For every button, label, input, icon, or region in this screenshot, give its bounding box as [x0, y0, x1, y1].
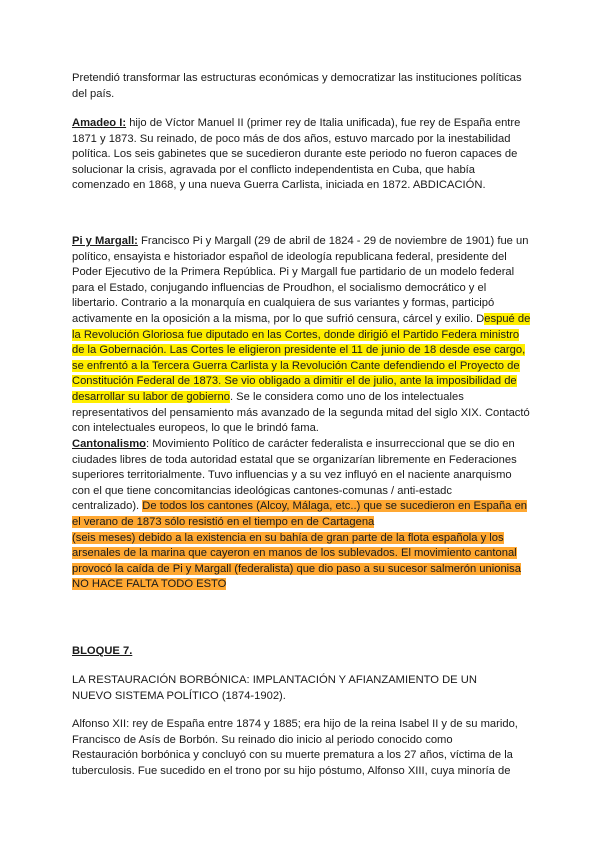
highlight-orange: (seis meses) debido a la existencia en su bahía de gran parte de la flota española y los	[72, 531, 504, 544]
text-line	[72, 577, 532, 593]
text-line: política. Los seis gabinetes que se sucedieron durante este periodo no fueron capaces de	[72, 148, 518, 161]
text-line: político, ensayista e historiador español de ideología republicana federal, presidente del	[72, 250, 507, 263]
text-line: 1871 y 1873. Su reinado, de poco más de dos años, estuvo marcado por la inestabilidad	[72, 132, 511, 145]
bloque-heading	[72, 644, 532, 660]
text-line: con el que tiene concomitancias ideológicas cantones-comunas / anti-estadc	[72, 484, 452, 497]
highlight-yellow: espué de	[484, 312, 531, 325]
text-line: solucionar la crisis, agravada por el conflicto independentista en Cuba, que había	[72, 163, 476, 176]
cantonalismo-paragraph	[72, 437, 532, 593]
text-line	[72, 437, 532, 453]
highlight-orange: De todos los cantones (Alcoy, Málaga, etc..) que se sucedieron en España en	[142, 500, 528, 513]
highlight-yellow: desarrollar su labor de gobierno	[72, 390, 230, 403]
highlight-orange: el verano de 1873 sólo resistió en el tiempo en de Cartagena	[72, 515, 375, 528]
amadeo-paragraph	[72, 116, 532, 194]
highlight-yellow: Constitución Federal de 1873. Se vio obligado a dimitir el de julio, ante la imposibilidad de	[72, 375, 517, 388]
text-line	[72, 515, 532, 531]
text-span: centralizado).	[72, 500, 143, 513]
text-line: NUEVO SISTEMA POLÍTICO (1874-1902).	[72, 689, 286, 702]
term-cantonalismo: Cantonalismo	[72, 438, 146, 450]
pi-margall-paragraph	[72, 234, 532, 437]
term-amadeo: Amadeo I:	[72, 117, 127, 129]
text-line: libertario. Contrario a la monarquía en cualquiera de sus variantes y formas, participó	[72, 297, 495, 310]
text-line	[72, 234, 532, 250]
highlight-yellow: la Revolución Gloriosa fue diputado en las Cortes, donde dirigió el Partido Federa ministro	[72, 328, 520, 341]
section-heading: BLOQUE 7.	[72, 645, 133, 657]
highlight-yellow: se enfrentó a la Tercera Guerra Carlista y la Revolución Cante defendiendo el Proyecto de	[72, 359, 520, 372]
text-line	[72, 499, 532, 515]
text-span: Francisco Pi y Margall (29 de abril de 1824 - 29 de noviembre de 1901) fue un	[137, 235, 529, 247]
text-line	[72, 374, 532, 390]
text-line: del país.	[72, 87, 115, 100]
text-line	[72, 312, 532, 328]
text-line: Pretendió transformar las estructuras económicas y democratizar las instituciones políticas	[72, 72, 522, 84]
text-line: con intelectuales europeos, lo que le brindó fama.	[72, 422, 319, 435]
text-line	[72, 531, 532, 547]
text-span: activamente en la oposición a la misma, por lo que sufrió censura, cárcel y exilio. D	[72, 312, 485, 325]
text-line	[72, 328, 532, 344]
text-line: ciudades libres de toda autoridad estatal que se organizarían libremente en Federaciones	[72, 453, 517, 466]
text-line: Poder Ejecutivo de la Primera República. Pi y Margall fue partidario de un modelo federal	[72, 266, 515, 279]
text-line	[72, 116, 532, 132]
intro-paragraph	[72, 71, 532, 102]
text-line: para el Estado, conjugando influencias de Proudhon, el socialismo democrático y el	[72, 281, 487, 294]
text-line	[72, 390, 532, 406]
text-line: Restauración borbónica y concluyó con su muerte prematura a los 27 años, víctima de la	[72, 749, 513, 762]
highlight-orange: provocó la caída de Pi y Margall (federalista) que dio paso a su sucesor salmerón unionisa	[72, 562, 521, 575]
text-line	[72, 359, 532, 375]
term-pi-margall: Pi y Margall:	[72, 235, 138, 247]
alfonso-paragraph	[72, 717, 532, 779]
highlight-yellow: de la Gobernación. Las Cortes le eligieron presidente el 11 de junio de 18 desde ese cargo,	[72, 344, 526, 357]
text-line: superiores territorialmente. Tuvo influencias y a su vez influyó en el naciente anarquismo	[72, 469, 512, 482]
highlight-orange: arsenales de la marina que cayeron en manos de los sublevados. El movimiento cantonal	[72, 547, 517, 560]
text-span: hijo de Víctor Manuel II (primer rey de Italia unificada), fue rey de España entre	[126, 117, 521, 129]
text-line: representativos del pensamiento más avanzado de la segunda mitad del siglo XIX. Contactó	[72, 406, 530, 419]
text-line	[72, 546, 532, 562]
text-line: comenzado en 1868, y una nueva Guerra Carlista, iniciada en 1872. ABDICACIÓN.	[72, 179, 486, 192]
bloque-title	[72, 673, 532, 704]
text-line: Alfonso XII: rey de España entre 1874 y 1885; era hijo de la reina Isabel II y de su marido,	[72, 718, 518, 730]
text-line	[72, 562, 532, 578]
text-line	[72, 343, 532, 359]
highlight-orange: NO HACE FALTA TODO ESTO	[72, 578, 227, 591]
text-span: . Se le considera como uno de los intelectuales	[229, 390, 464, 403]
text-line: LA RESTAURACIÓN BORBÓNICA: IMPLANTACIÓN Y AFIANZAMIENTO DE UN	[72, 674, 477, 686]
text-line: tuberculosis. Fue sucedido en el trono por su hijo póstumo, Alfonso XIII, cuya minoría de	[72, 764, 511, 777]
text-span: : Movimiento Político de carácter federalista e insurreccional que se dio en	[145, 438, 515, 450]
text-line: Francisco de Asís de Borbón. Su reinado dio inicio al periodo conocido como	[72, 733, 453, 746]
